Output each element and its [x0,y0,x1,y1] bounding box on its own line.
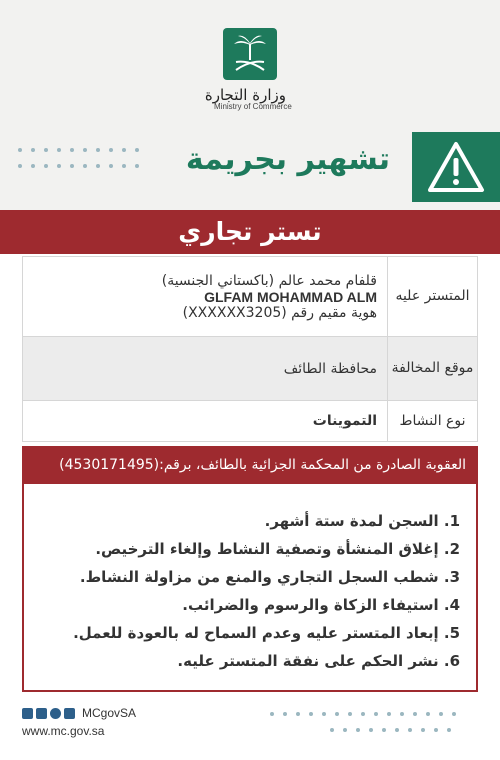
penalty-list [22,484,478,692]
ministry-name-en: Ministry of Commerce [214,102,292,111]
info-row-person [23,257,477,337]
penalty-item: 3. شطب السجل التجاري والمنع من مزاولة النشاط. [79,568,460,586]
page-title: تشهير بجريمة [185,142,390,177]
header [0,0,500,210]
penalty-heading: العقوبة الصادرة من المحكمة الجزائية بالطائف، برقم:(4530171495) [22,446,478,484]
penalty-item: 6. نشر الحكم على نفقة المتستر عليه. [177,652,460,670]
person-label: المتستر عليه [387,257,477,336]
decorative-dots [270,712,456,716]
decorative-dots [18,148,139,152]
twitter-icon[interactable] [22,708,33,719]
decorative-dots [330,728,451,732]
activity-label: نوع النشاط [387,401,477,441]
website-link[interactable]: www.mc.gov.sa [22,724,105,738]
activity-value [31,401,377,441]
info-row-activity [23,401,477,441]
location-label: موقع المخالفة [387,337,477,400]
decorative-dots [18,164,139,168]
social-handle[interactable]: MCgovSA [82,706,137,720]
location-text: محافظة الطائف [283,360,377,377]
person-name-ar: قلفام محمد عالم (باكستاني الجنسية) [161,272,377,289]
location-value [31,337,377,400]
social-links [22,706,136,720]
penalty-item: 1. السجن لمدة ستة أشهر. [264,512,460,530]
penalty-item: 2. إغلاق المنشأة وتصفية النشاط وإلغاء الترخيص. [95,540,460,558]
warning-icon [426,140,486,194]
warning-box [412,132,500,202]
penalty-item: 5. إبعاد المتستر عليه وعدم السماح له بالعودة للعمل. [73,624,460,642]
info-table [22,256,478,442]
ministry-logo [204,28,292,120]
youtube-icon[interactable] [64,708,75,719]
person-id: هوية مقيم رقم (XXXXXX3205) [182,304,377,321]
instagram-icon[interactable] [50,708,61,719]
activity-text: التموينات [312,413,377,429]
ministry-emblem-icon [223,28,277,80]
ministry-name-ar: وزارة التجارة [204,86,286,104]
crime-type-banner: تستر تجاري [0,210,500,254]
facebook-icon[interactable] [36,708,47,719]
person-value [31,257,377,336]
info-row-location [23,337,477,401]
penalty-item: 4. استيفاء الزكاة والرسوم والضرائب. [182,596,460,614]
person-name-en: GLFAM MOHAMMAD ALM [204,288,377,305]
